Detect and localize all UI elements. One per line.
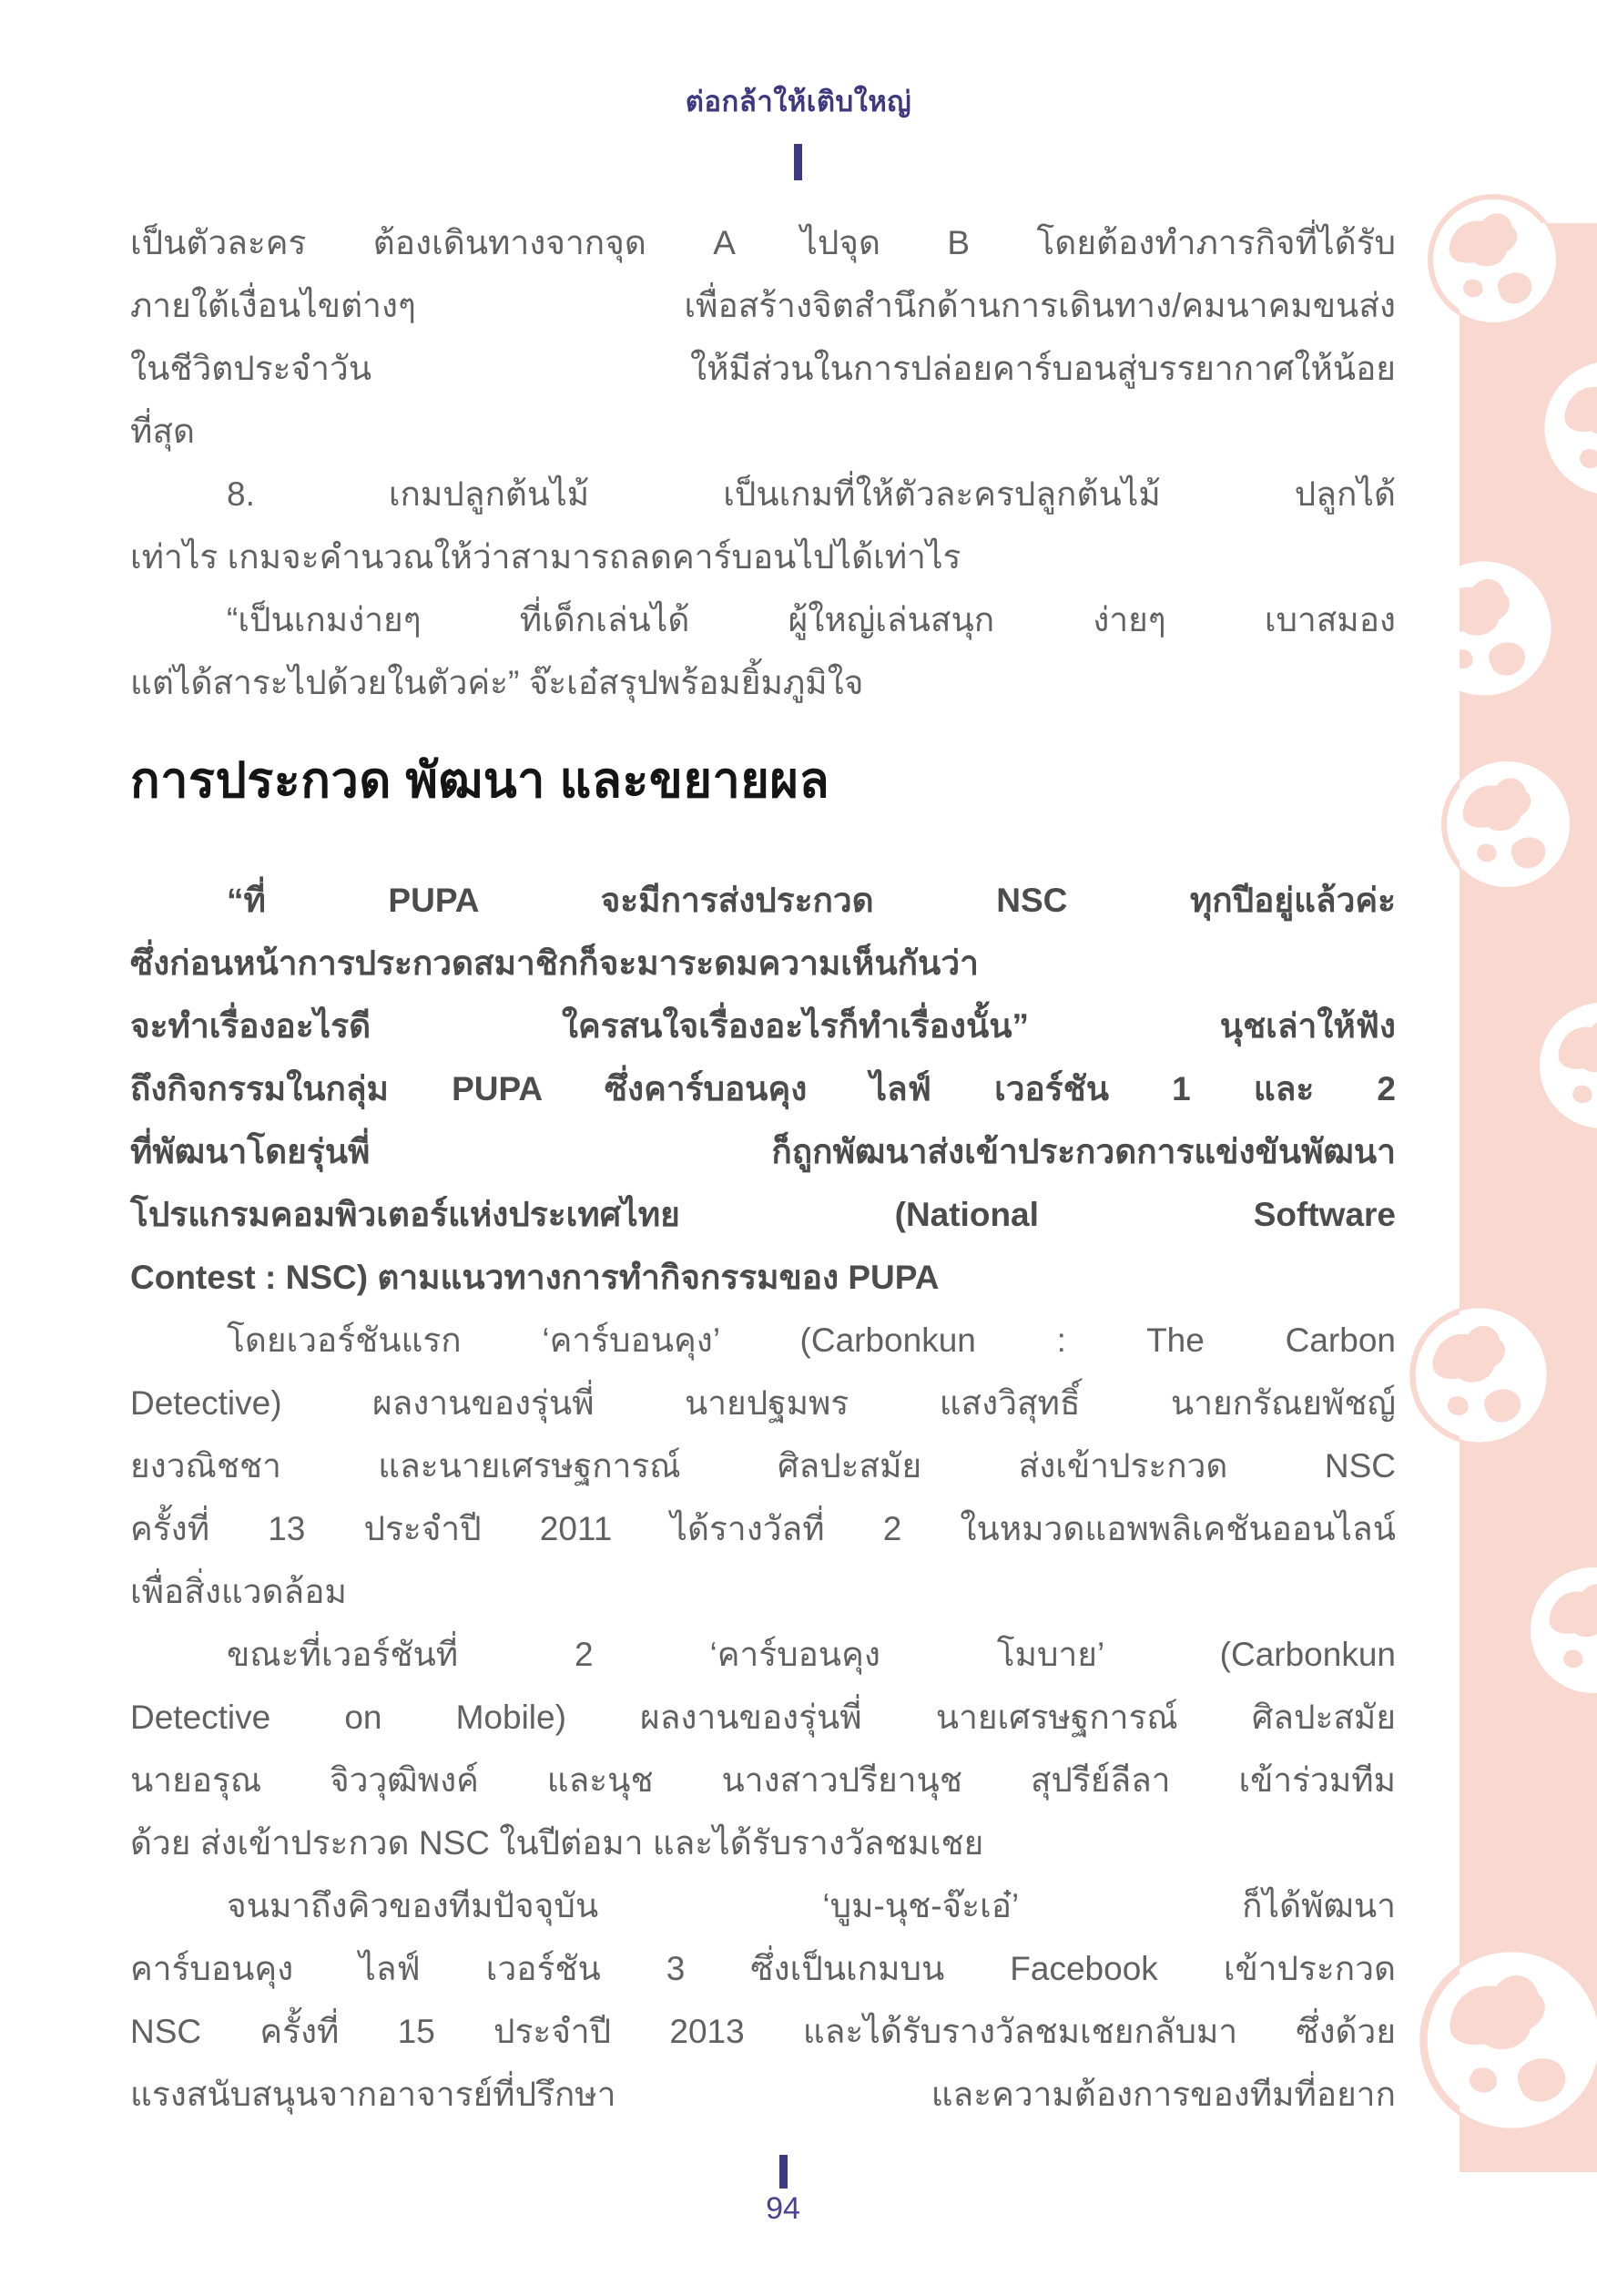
footer-divider xyxy=(779,2155,788,2189)
text-line: ด้วย ส่งเข้าประกวด NSC ในปีต่อมา และได้รับรางวัลชมเชย xyxy=(130,1824,984,1862)
paragraph xyxy=(130,588,1396,714)
paragraph xyxy=(130,211,1396,463)
globe-icon xyxy=(1539,355,1597,501)
section-heading: การประกวด พัฒนา และขยายผล xyxy=(130,753,830,808)
paragraph xyxy=(130,1309,1396,1623)
header-divider xyxy=(794,144,802,180)
paragraph xyxy=(130,1874,1396,2126)
text-line: โดยเวอร์ชันแรก ‘คาร์บอนคุง’ (Carbonkun : The Carbon xyxy=(227,1321,1396,1359)
paragraph xyxy=(130,463,1396,588)
text-line: แต่ได้สาระไปด้วยในตัวค่ะ” จ๊ะเอ๋สรุปพร้อมยิ้มภูมิใจ xyxy=(130,664,864,701)
text-line: นายอรุณ จิววุฒิพงค์ และนุช นางสาวปรียานุช สุปรีย์ลีลา เข้าร่วมทีม xyxy=(130,1761,1396,1799)
paragraph xyxy=(130,1623,1396,1874)
globe-icon xyxy=(1460,756,1575,893)
running-header-title: ต่อกล้าให้เติบใหญ่ xyxy=(685,86,912,117)
text-line: Contest : NSC) ตามแนวทางการทำกิจกรรมของ PUPA xyxy=(130,1259,940,1296)
text-line: เพื่อสิ่งแวดล้อม xyxy=(130,1573,347,1610)
text-line: ภายใต้เงื่อนไขต่างๆ เพื่อสร้างจิตสำนึกด้านการเดินทาง/คมนาคมขนส่ง xyxy=(130,287,1396,324)
text-line: ยงวณิชชา และนายเศรษฐการณ์ ศิลปะสมัย ส่งเข้าประกวด NSC xyxy=(130,1447,1396,1485)
text-line: NSC ครั้งที่ 15 ประจำปี 2013 และได้รับรางวัลชมเชยกลับมา ซึ่งด้วย xyxy=(130,2013,1396,2050)
text-line: ในชีวิตประจำวัน ให้มีส่วนในการปล่อยคาร์บอนสู่บรรยากาศให้น้อย xyxy=(130,350,1396,387)
text-line: จนมาถึงคิวของทีมปัจจุบัน ‘บูม-นุช-จ๊ะเอ๋’ ก็ได้พัฒนา xyxy=(227,1887,1396,1924)
text-line: Detective on Mobile) ผลงานของรุ่นพี่ นายเศรษฐการณ์ ศิลปะสมัย xyxy=(130,1699,1396,1736)
text-line: ขณะที่เวอร์ชันที่ 2 ‘คาร์บอนคุง โมบาย’ (Carbonkun xyxy=(227,1636,1396,1673)
text-line: ที่พัฒนาโดยรุ่นพี่ ก็ถูกพัฒนาส่งเข้าประกวดการแข่งขันพัฒนา xyxy=(130,1133,1396,1170)
globe-icon xyxy=(1534,997,1597,1134)
globe-icon xyxy=(1460,1302,1552,1448)
text-line: เท่าไร เกมจะคำนวณให้ว่าสามารถลดคาร์บอนไปได้เท่าไร xyxy=(130,538,961,576)
text-line: “ที่ PUPA จะมีการส่งประกวด NSC ทุกปีอยู่แล้วค่ะ xyxy=(227,882,1396,919)
text-line: โปรแกรมคอมพิวเตอร์แห่งประเทศไทย (National Software xyxy=(130,1196,1396,1233)
text-line: ถึงกิจกรรมในกลุ่ม PUPA ซึ่งคาร์บอนคุง ไลฟ์ เวอร์ชัน 1 และ 2 xyxy=(130,1070,1396,1107)
globe-icon xyxy=(1525,1562,1597,1699)
text-line: Detective) ผลงานของรุ่นพี่ นายปฐมพร แสงวิสุทธิ์ นายกรัณยพัชญ์ xyxy=(130,1384,1396,1422)
text-line: ซึ่งก่อนหน้าการประกวดสมาชิกก็จะมาระดมความเห็นกันว่า xyxy=(130,944,979,982)
text-line: 8. เกมปลูกต้นไม้ เป็นเกมที่ให้ตัวละครปลูกต้นไม้ ปลูกได้ xyxy=(227,475,1396,513)
body-content xyxy=(130,211,1396,2126)
paragraph xyxy=(130,869,1396,1309)
globe-icon xyxy=(1460,1944,1597,2136)
text-line: คาร์บอนคุง ไลฟ์ เวอร์ชัน 3 ซึ่งเป็นเกมบน Facebook เข้าประกวด xyxy=(130,1950,1396,1987)
page-number: 94 xyxy=(766,2191,800,2226)
text-line: แรงสนับสนุนจากอาจารย์ที่ปรึกษา และความต้องการของทีมที่อยาก xyxy=(130,2076,1396,2113)
text-line: จะทำเรื่องอะไรดี ใครสนใจเรื่องอะไรก็ทำเรื่องนั้น” นุชเล่าให้ฟัง xyxy=(130,1007,1396,1045)
text-line: “เป็นเกมง่ายๆ ที่เด็กเล่นได้ ผู้ใหญ่เล่นสนุก ง่ายๆ เบาสมอง xyxy=(227,601,1396,638)
text-line: ครั้งที่ 13 ประจำปี 2011 ได้รางวัลที่ 2 ในหมวดแอพพลิเคชันออนไลน์ xyxy=(130,1510,1396,1547)
globe-icon xyxy=(1460,223,1561,328)
text-line: ที่สุด xyxy=(130,413,196,450)
globe-icon xyxy=(1460,556,1557,701)
text-line: เป็นตัวละคร ต้องเดินทางจากจุด A ไปจุด B โดยต้องทำภารกิจที่ได้รับ xyxy=(130,224,1396,261)
decor-band xyxy=(1460,223,1597,2172)
